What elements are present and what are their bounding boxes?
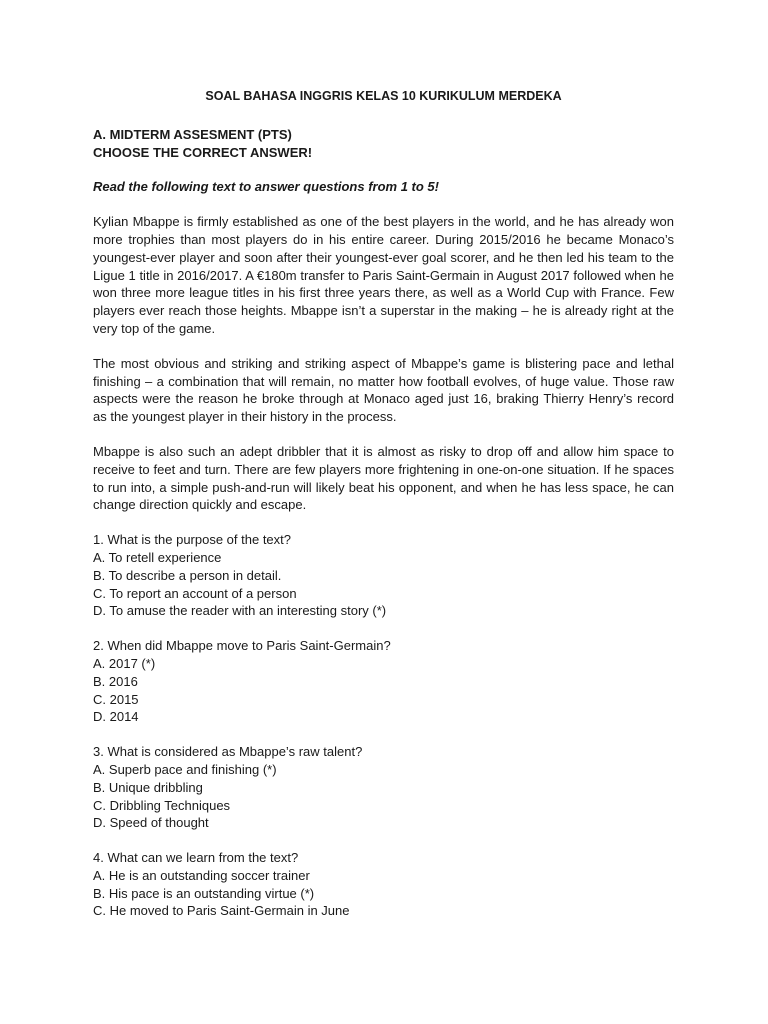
reading-paragraph-1: Kylian Mbappe is firmly established as one of the best players in the world, and he has already won more trophies than most players do in his entire career. During 2015/2016 he became Monaco’s youngest-ever player and soon after their youngest-ever goal scorer, and he then led his team to the Ligue 1 title in 2016/2017. A €180m transfer to Paris Saint-Germain in August 2017 followed when he won three more league titles in his first three years there, as well as a World Cup with France. Few players ever reach those heights. Mbappe isn’t a superstar in the making – he is already right at the very top of the game. [93, 214, 674, 336]
answer-option: D. Speed of thought [93, 815, 209, 831]
reading-paragraph-2: The most obvious and striking and striking aspect of Mbappe’s game is blistering pace and lethal finishing – a combination that will remain, no matter how football evolves, of huge value. Those raw aspects were the reason he broke through at Monaco aged just 16, braking Thierry Henry’s record as the youngest player in their history in the process. [93, 355, 674, 425]
answer-option: C. He moved to Paris Saint-Germain in June [93, 903, 350, 919]
answer-option: D. To amuse the reader with an interesting story (*) [93, 603, 387, 619]
answer-option: C. To report an account of a person [93, 585, 297, 601]
answer-option: B. To describe a person in detail. [93, 567, 282, 583]
document-page [93, 88, 674, 937]
question-text: 4. What can we learn from the text? [93, 850, 299, 866]
question-4 [93, 849, 674, 920]
question-1 [93, 531, 674, 620]
answer-option: A. To retell experience [93, 549, 222, 565]
answer-option: C. 2015 [93, 691, 139, 707]
reading-instruction: Read the following text to answer questions from 1 to 5! [93, 179, 439, 195]
question-text: 2. When did Mbappe move to Paris Saint-Germain? [93, 638, 391, 654]
question-3 [93, 743, 674, 832]
question-2 [93, 637, 674, 726]
reading-paragraph-3: Mbappe is also such an adept dribbler that it is almost as risky to drop off and allow him space to receive to feet and turn. There are few players more frightening in one-on-one situation. If he spaces to run into, a simple push-and-run will likely beat his opponent, and when he has less space, he can change direction quickly and escape. [93, 443, 674, 513]
answer-option: D. 2014 [93, 709, 139, 725]
answer-option: A. Superb pace and finishing (*) [93, 761, 277, 777]
document-title: SOAL BAHASA INGGRIS KELAS 10 KURIKULUM MERDEKA [205, 89, 562, 103]
answer-option: B. 2016 [93, 673, 138, 689]
answer-option: A. He is an outstanding soccer trainer [93, 867, 310, 883]
section-heading: A. MIDTERM ASSESMENT (PTS) [93, 126, 292, 142]
section-subheading: CHOOSE THE CORRECT ANSWER! [93, 144, 313, 160]
answer-option: A. 2017 (*) [93, 655, 156, 671]
answer-option: B. His pace is an outstanding virtue (*) [93, 885, 315, 901]
answer-option: B. Unique dribbling [93, 779, 203, 795]
question-text: 3. What is considered as Mbappe’s raw talent? [93, 744, 363, 760]
question-text: 1. What is the purpose of the text? [93, 532, 292, 548]
answer-option: C. Dribbling Techniques [93, 797, 231, 813]
section-header [93, 126, 674, 162]
